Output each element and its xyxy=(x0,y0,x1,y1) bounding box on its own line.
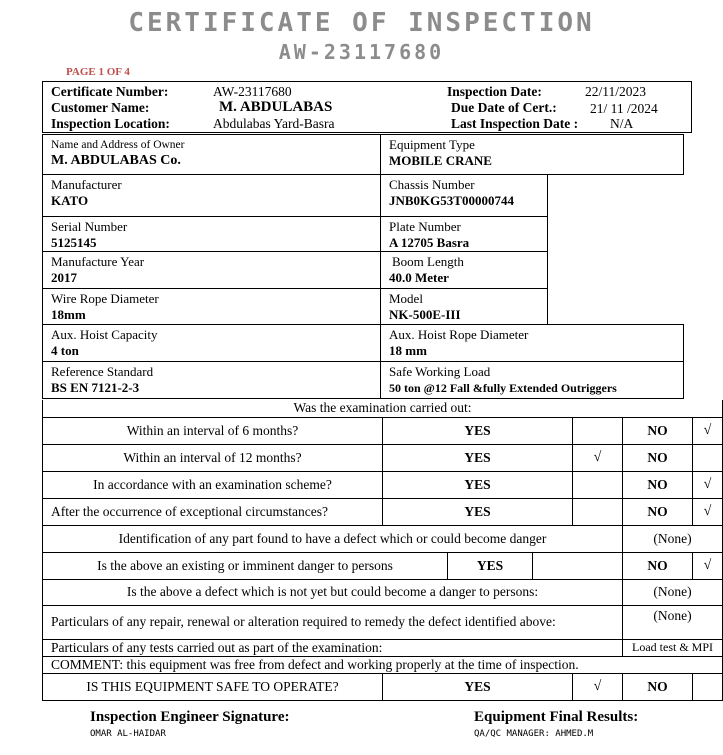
no-check-cell xyxy=(693,444,723,471)
yes-label: YES xyxy=(383,673,573,700)
inspection-date-label: Inspection Date: xyxy=(447,84,542,99)
location-value: Abdulabas Yard-Basra xyxy=(213,116,335,131)
yes-check-mark: √ xyxy=(573,444,623,471)
question-exam-scheme: In accordance with an examination scheme? xyxy=(43,471,383,498)
no-check-mark: √ xyxy=(693,471,723,498)
standard-cell: Reference Standard BS EN 7121-2-3 xyxy=(43,362,381,399)
due-date-label: Due Date of Cert.: xyxy=(451,100,557,115)
owner-cell: Name and Address of Owner M. ABDULABAS Co. xyxy=(43,135,381,175)
question-exceptional: After the occurrence of exceptional circumstances? xyxy=(43,498,383,525)
no-label: NO xyxy=(623,498,693,525)
no-label: NO xyxy=(623,673,693,700)
customer-value: M. ABDULABAS xyxy=(219,99,333,115)
yes-label: YES xyxy=(448,552,533,579)
future-defect-question: Is the above a defect which is not yet but could become a danger to persons: xyxy=(43,579,623,605)
location-label: Inspection Location: xyxy=(51,116,170,131)
equipment-type-cell: Equipment Type MOBILE CRANE xyxy=(381,135,684,175)
no-label: NO xyxy=(623,552,693,579)
repair-question: Particulars of any repair, renewal or alteration required to remedy the defect identified above: xyxy=(43,605,623,639)
danger-question: Is the above an existing or imminent danger to persons xyxy=(43,552,448,579)
table-row xyxy=(43,362,684,399)
yes-check-cell xyxy=(573,498,623,525)
defect-identification-value: (None) xyxy=(623,525,723,552)
table-row xyxy=(43,673,723,700)
table-row xyxy=(43,656,723,673)
no-check-cell xyxy=(693,673,723,700)
yes-check-cell xyxy=(573,471,623,498)
boom-cell: Boom Length 40.0 Meter xyxy=(381,252,548,289)
question-6-months: Within an interval of 6 months? xyxy=(43,417,383,444)
aux-capacity-cell: Aux. Hoist Capacity 4 ton xyxy=(43,325,381,362)
certificate-title: CERTIFICATE OF INSPECTION xyxy=(128,8,595,38)
table-row xyxy=(43,444,723,471)
examination-table xyxy=(42,400,723,701)
no-check-mark: √ xyxy=(693,498,723,525)
rope-cell: Wire Rope Diameter 18mm xyxy=(43,289,381,325)
cert-number-label: Certificate Number: xyxy=(51,84,169,99)
yes-label: YES xyxy=(383,444,573,471)
tests-question: Particulars of any tests carried out as part of the examination: xyxy=(43,639,623,656)
no-label: NO xyxy=(623,444,693,471)
due-date-value: 21/ 11 /2024 xyxy=(590,101,658,116)
model-cell: Model NK-500E-III xyxy=(381,289,548,325)
no-label: NO xyxy=(623,471,693,498)
final-results-label: Equipment Final Results: xyxy=(474,709,639,725)
tests-value: Load test & MPI xyxy=(623,639,723,656)
last-inspection-value: N/A xyxy=(610,116,634,131)
yes-label: YES xyxy=(383,417,573,444)
table-row xyxy=(43,605,723,639)
repair-value: (None) xyxy=(623,605,723,639)
question-12-months: Within an interval of 12 months? xyxy=(43,444,383,471)
table-row xyxy=(43,579,723,605)
comment: COMMENT: this equipment was free from defect and working properly at the time of inspection. xyxy=(43,656,723,673)
yes-label: YES xyxy=(383,498,573,525)
certificate-header xyxy=(42,81,692,133)
no-check-mark: √ xyxy=(693,417,723,444)
swl-cell: Safe Working Load 50 ton @12 Fall &fully Extended Outriggers xyxy=(381,362,684,399)
yes-check-cell xyxy=(573,417,623,444)
no-label: NO xyxy=(623,417,693,444)
page-indicator: PAGE 1 OF 4 xyxy=(66,66,130,78)
equipment-info-table xyxy=(42,134,684,399)
aux-rope-cell: Aux. Hoist Rope Diameter 18 mm xyxy=(381,325,684,362)
table-row xyxy=(43,400,723,417)
table-row xyxy=(43,525,723,552)
table-row xyxy=(43,175,684,217)
serial-cell: Serial Number 5125145 xyxy=(43,217,381,252)
table-row xyxy=(43,471,723,498)
future-defect-value: (None) xyxy=(623,579,723,605)
table-row xyxy=(43,552,723,579)
exam-heading: Was the examination carried out: xyxy=(43,400,723,417)
last-inspection-label: Last Inspection Date : xyxy=(451,116,579,131)
qa-manager: QA/QC MANAGER: AHMED.M xyxy=(474,729,594,739)
table-row xyxy=(43,325,684,362)
inspection-date-value: 22/11/2023 xyxy=(585,84,647,99)
plate-cell: Plate Number A 12705 Basra xyxy=(381,217,548,252)
table-row xyxy=(43,639,723,656)
yes-label: YES xyxy=(383,471,573,498)
chassis-cell: Chassis Number JNB0KG53T00000744 xyxy=(381,175,548,217)
yes-check-mark: √ xyxy=(573,673,623,700)
certificate-code: AW-23117680 xyxy=(278,40,445,64)
table-row xyxy=(43,498,723,525)
no-check-mark: √ xyxy=(693,552,723,579)
table-row xyxy=(43,417,723,444)
blank-cell xyxy=(548,175,684,325)
year-cell: Manufacture Year 2017 xyxy=(43,252,381,289)
yes-check-cell xyxy=(533,552,623,579)
safe-question: IS THIS EQUIPMENT SAFE TO OPERATE? xyxy=(43,673,383,700)
cert-number-value: AW-23117680 xyxy=(213,84,292,99)
customer-label: Customer Name: xyxy=(51,100,150,115)
defect-identification: Identification of any part found to have a defect which or could become danger xyxy=(43,525,623,552)
engineer-name: OMAR AL-HAIDAR xyxy=(90,729,166,739)
manufacturer-cell: Manufacturer KATO xyxy=(43,175,381,217)
table-row xyxy=(43,135,684,175)
engineer-signature-label: Inspection Engineer Signature: xyxy=(90,709,290,725)
